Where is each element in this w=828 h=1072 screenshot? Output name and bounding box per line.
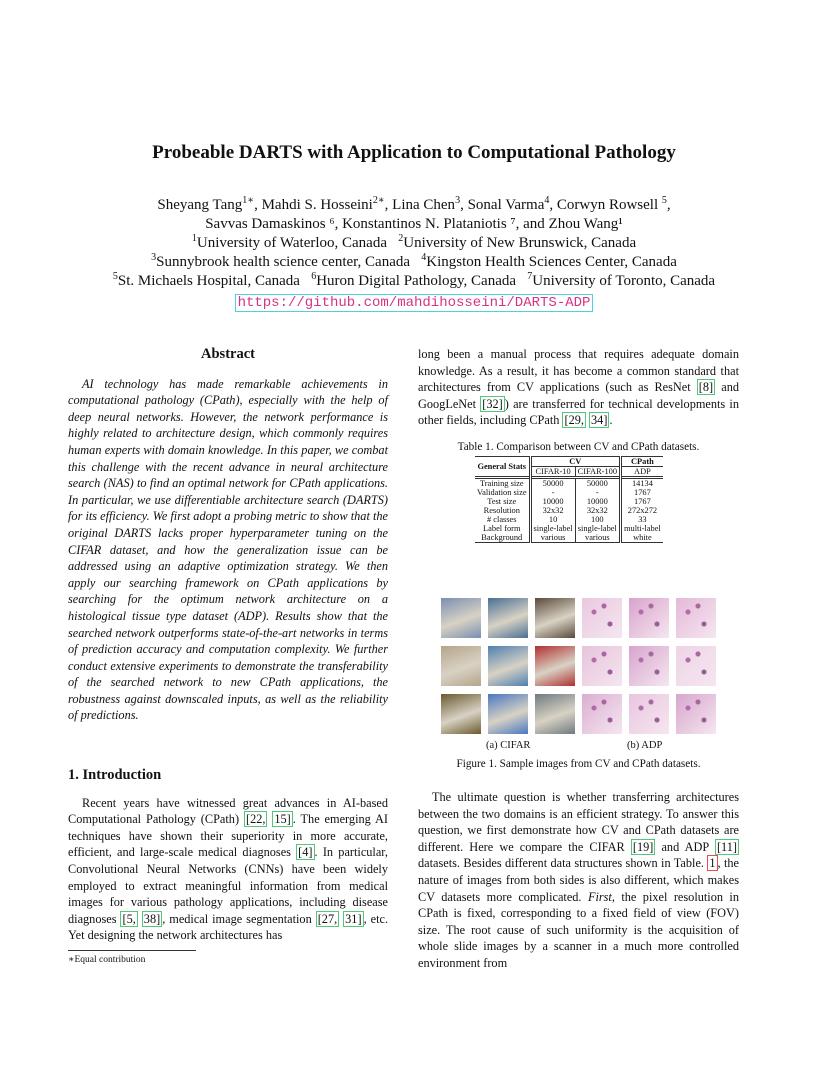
citation-link[interactable]: [29, — [564, 413, 584, 428]
table-cell: 14134 — [621, 478, 663, 489]
affiliation-line-3 — [60, 272, 768, 291]
cifar-sample-image — [488, 694, 528, 734]
table-row-label: # classes — [487, 515, 517, 524]
citation-link[interactable]: [32] — [482, 396, 503, 411]
table-row — [475, 488, 663, 497]
table-cell: 10000 — [530, 497, 575, 506]
intro-paragraph — [68, 795, 388, 944]
adp-sample-image — [676, 694, 716, 734]
table-cell: - — [575, 488, 620, 497]
table-row-label: Test size — [487, 497, 517, 506]
table-row-label: Background — [481, 533, 523, 542]
affiliation: St. Michaels Hospital, Canada — [117, 273, 312, 289]
table-cell: 33 — [621, 515, 663, 524]
table-cell: 272x272 — [621, 506, 663, 515]
table-header-cv: CV — [530, 457, 620, 467]
right-paragraph-bottom — [418, 789, 739, 972]
affil-mark: 5 — [112, 271, 118, 282]
cifar-sample-image — [441, 694, 481, 734]
author-name: , Lina Chen — [384, 197, 456, 213]
table-cell: 100 — [575, 515, 620, 524]
table-cell: 50000 — [575, 478, 620, 489]
body-text: . The emerging AI techniques have shown their superiority in more accurate, efficient, and large-scale medical diagnoses — [68, 812, 388, 860]
affil-mark: 3 — [151, 252, 157, 263]
table-row — [475, 506, 663, 515]
adp-sample-image — [629, 694, 669, 734]
author-affil-mark: 1∗ — [242, 195, 255, 206]
table-cell: 50000 — [530, 478, 575, 489]
body-text: , etc. Yet designing the network architectures has — [68, 911, 389, 943]
table-cell: various — [575, 533, 620, 543]
table-cell: single-label — [530, 524, 575, 533]
affiliation: Kingston Health Sciences Center, Canada — [426, 254, 677, 270]
affil-mark: 7 — [527, 271, 533, 282]
affiliation: University of Toronto, Canada — [532, 273, 716, 289]
body-text: datasets. Besides different data structures shown in Table. — [418, 856, 708, 871]
body-text: and ADP — [655, 839, 715, 854]
cifar-sample-image — [441, 646, 481, 686]
affil-mark: 6 — [311, 271, 317, 282]
affil-mark: 2 — [398, 233, 404, 244]
table-row-label: Resolution — [483, 506, 520, 515]
table-cell: 10 — [530, 515, 575, 524]
emphasis-text: First — [587, 889, 612, 904]
author-affil-mark: 5 — [661, 195, 667, 206]
table-cell: multi-label — [621, 524, 663, 533]
footnote-rule — [68, 950, 196, 951]
figure-caption: Figure 1. Sample images from CV and CPath datasets. — [456, 758, 701, 770]
body-text: The ultimate question is whether transferring architectures between the two domains is an efficient strategy. To answer this question, we first demonstrate how CV and CPath datasets are different. Here we compare the CIFAR — [418, 790, 739, 854]
subfigure-caption-b: (b) ADP — [627, 740, 663, 751]
table-cell: white — [621, 533, 663, 543]
author-sep: , — [666, 197, 671, 213]
table-col-header: CIFAR-10 — [530, 467, 575, 478]
cifar-sample-image — [488, 646, 528, 686]
author-name: , Mahdi S. Hosseini — [254, 197, 373, 213]
author-line-1 — [60, 196, 768, 215]
abstract-body: AI technology has made remarkable achievements in computational pathology (CPath), especially with the help of deep neural networks. However, the network performance is highly related to architecture design, which commonly requires human experts with domain knowledge. In this paper, we combat this challenge with the recent advance in neural architecture search (NAS) to find an optimal network for CPath applications. In particular, we use differentiable architecture search (DARTS) for its efficiency. We first adopt a probing metric to show that the original DARTS lacks proper hyperparameter tuning on the CIFAR dataset, and how the generalization issue can be addressed using an adaptive optimization strategy. We then apply our searching framework on CPath applications by searching for the optimum network architecture on a histological tissue type dataset (ADP). Results show that the searched network outperforms state-of-the-art networks in terms of prediction accuracy and computation complexity. We further conduct extensive experiments to demonstrate the transferability of the searched network to new CPath applications, the robustness against downscaled inputs, as well as the reliability of predictions. — [68, 376, 388, 723]
table-cell: - — [530, 488, 575, 497]
table-row — [475, 524, 663, 533]
table-row — [475, 515, 663, 524]
author-name: Sheyang Tang — [157, 197, 243, 213]
table-cell: 32x32 — [530, 506, 575, 515]
author-name: , Sonal Varma — [460, 197, 545, 213]
affil-mark: 1 — [191, 233, 197, 244]
table-cell: single-label — [575, 524, 620, 533]
introduction-heading: 1. Introduction — [68, 767, 162, 783]
paper-title: Probeable DARTS with Application to Computational Pathology — [152, 142, 676, 163]
body-text: . — [609, 413, 613, 428]
table-caption: Table 1. Comparison between CV and CPath datasets. — [457, 441, 700, 453]
author-name: , Corwyn Rowsell — [549, 197, 662, 213]
cifar-sample-image — [488, 598, 528, 638]
table-row-label: Validation size — [477, 488, 527, 497]
citation-link[interactable]: 15] — [274, 812, 291, 827]
author-affil-mark: 4 — [544, 195, 550, 206]
footnote: ∗Equal contribution — [68, 955, 146, 965]
table-cell: 1767 — [621, 488, 663, 497]
table-row — [475, 533, 663, 543]
table-row — [475, 478, 663, 489]
citation-link[interactable]: [19] — [632, 839, 654, 854]
author-line-2: Savvas Damaskinos ⁶, Konstantinos N. Plataniotis ⁷, and Zhou Wang¹ — [205, 216, 623, 232]
body-text: . In particular, Convolutional Neural Networks (CNNs) have been widely employed to extract meaningful information from medical images for various pathology applications, including disease diagnoses — [68, 845, 388, 926]
adp-sample-image — [582, 694, 622, 734]
adp-sample-image — [629, 646, 669, 686]
body-text: ) are transferred for technical developments in other fields, including CPath — [418, 396, 739, 428]
author-affil-mark: 3 — [455, 195, 461, 206]
cifar-sample-image — [441, 598, 481, 638]
table-header-general: General Stats — [477, 462, 527, 471]
table-cell: 1767 — [621, 497, 663, 506]
adp-sample-image — [676, 646, 716, 686]
affiliation-line-2 — [60, 253, 768, 272]
table-ref-link[interactable]: 1 — [709, 856, 716, 871]
table-cell: 10000 — [575, 497, 620, 506]
adp-sample-image — [676, 598, 716, 638]
adp-sample-image — [582, 598, 622, 638]
table-cell: 32x32 — [575, 506, 620, 515]
body-text: , medical image segmentation — [162, 911, 316, 926]
github-link[interactable]: https://github.com/mahdihosseini/DARTS-ADP — [235, 294, 594, 312]
citation-link[interactable]: [4] — [298, 845, 313, 860]
comparison-table — [475, 456, 663, 543]
affiliation: University of Waterloo, Canada — [196, 235, 399, 251]
citation-link[interactable]: [8] — [698, 380, 714, 395]
table-row — [475, 497, 663, 506]
affiliation: University of New Brunswick, Canada — [403, 235, 637, 251]
table-col-header: CIFAR-100 — [575, 467, 620, 478]
affiliation: Sunnybrook health science center, Canada — [156, 254, 422, 270]
cifar-sample-image — [535, 598, 575, 638]
citation-link[interactable]: 38] — [143, 911, 161, 926]
table-row-label: Label form — [483, 524, 521, 533]
citation-link[interactable]: [5, — [122, 911, 136, 926]
affil-mark: 4 — [421, 252, 427, 263]
table-header-cpath: CPath — [621, 457, 663, 467]
adp-sample-image — [629, 598, 669, 638]
introduction-section — [68, 767, 388, 944]
author-block — [60, 196, 768, 312]
abstract-heading: Abstract — [201, 346, 255, 362]
citation-link[interactable]: [27, — [317, 911, 338, 926]
right-paragraph-top — [418, 346, 739, 429]
citation-link[interactable]: [11] — [716, 839, 737, 854]
subfigure-caption-a: (a) CIFAR — [486, 740, 531, 751]
citation-link[interactable]: [22, — [245, 812, 266, 827]
citation-link[interactable]: 31] — [345, 911, 362, 926]
table-col-header: ADP — [621, 467, 663, 478]
affiliation: Huron Digital Pathology, Canada — [316, 273, 528, 289]
table-row-label: Training size — [479, 479, 524, 488]
citation-link[interactable]: 34] — [591, 413, 608, 428]
author-affil-mark: 2∗ — [372, 195, 385, 206]
abstract-section — [68, 346, 388, 724]
body-text: and GoogLeNet — [418, 380, 739, 411]
body-text: Recent years have witnessed great advances in AI-based Computational Pathology (CPath) — [68, 795, 388, 827]
cifar-sample-image — [535, 646, 575, 686]
cifar-sample-image — [535, 694, 575, 734]
affiliation-line-1 — [60, 234, 768, 253]
body-text: , the nature of images from both sides is also different, which makes CV datasets more complicated. — [418, 856, 740, 904]
adp-sample-image — [582, 646, 622, 686]
body-text: , the pixel resolution in CPath is fixed, corresponding to a fixed field of view (FOV) size. The root cause of such uniformity is the acquisition of whole slide images by a scanner in a much more controlled environment from — [418, 889, 740, 970]
table-cell: various — [530, 533, 575, 543]
body-text: long been a manual process that requires adequate domain knowledge. As a result, it has become a common standard that architectures from CV applications (such as ResNet — [418, 347, 739, 395]
